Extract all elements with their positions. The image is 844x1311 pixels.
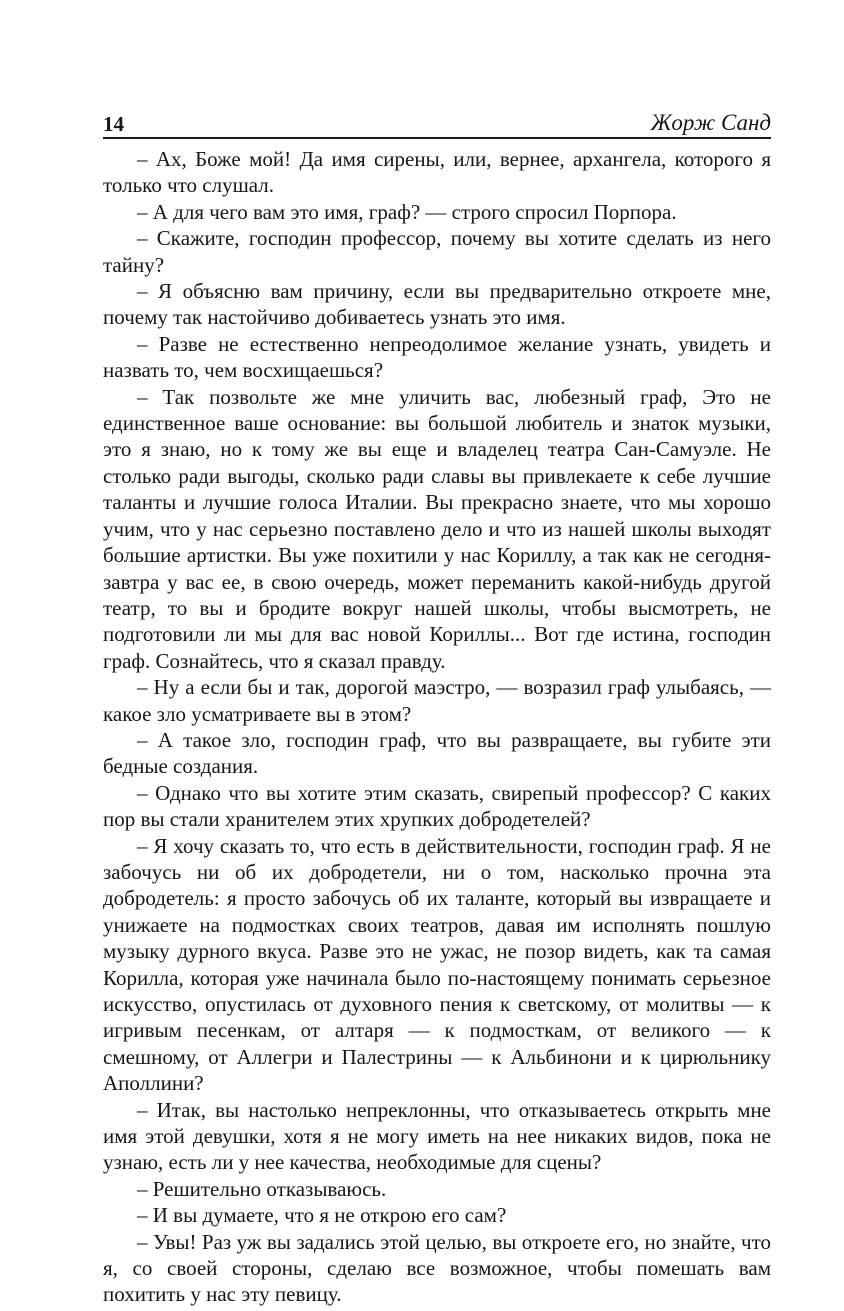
paragraph: – А для чего вам это имя, граф? — строго спросил Порпора. (137, 199, 677, 224)
paragraph: – Я хочу сказать то, что есть в действительности, господин граф. Я не забочусь ни об их добродетели, ни о том, насколько прочна эта добродетель: я просто забочусь об их таланте, который вы извращаете и унижаете на подмостках своих театров, давая им исполнять пошлую музыку дурного вкуса. Разве это не ужас, не позор видеть, как та самая Корилла, которая уже начинала было по-настоящему понимать серьезное искусство, опустилась от духовного пения к светскому, от молитвы — к игривым песенкам, от алтаря — к подмосткам, от великого — к смешному, от Аллегри и Палестрины — к Альбинони и к цирюльнику Аполлини? (103, 833, 771, 1096)
page-number: 14 (103, 112, 124, 136)
paragraph: – Так позвольте же мне уличить вас, любезный граф, Это не единственное ваше основание: вы большой любитель и знаток музыки, это я знаю, но к тому же вы еще и владелец театра Сан-Самуэле. Не столько ради выгоды, сколько ради славы вы привлекаете к себе лучшие таланты и лучшие голоса Италии. Вы прекрасно знаете, что мы хорошо учим, что у нас серьезно поставлено дело и что из нашей школы выходят большие артистки. Вы уже похитили у нас Кориллу, а так как не сегодня-завтра у вас ее, в свою очередь, может переманить какой-нибудь другой театр, то вы и бродите вокруг нашей школы, чтобы высмотреть, не подготовили ли мы для вас новой Кориллы... Вот где истина, господин граф. Сознайтесь, что я сказал правду. (103, 384, 771, 673)
running-head-author: Жорж Санд (650, 110, 771, 135)
header-rule (103, 137, 771, 139)
paragraph: – Решительно отказываюсь. (137, 1176, 387, 1201)
page-header (103, 106, 771, 138)
page-body (103, 146, 771, 1308)
paragraph: – Скажите, господин профессор, почему вы хотите сделать из него тайну? (103, 226, 771, 277)
paragraph: – Ах, Боже мой! Да имя сирены, или, вернее, архангела, которого я только что слушал. (103, 147, 771, 198)
paragraph: – Я объясню вам причину, если вы предварительно откроете мне, почему так настойчиво добиваетесь узнать это имя. (103, 279, 771, 330)
paragraph: – Увы! Раз уж вы задались этой целью, вы откроете его, но знайте, что я, со своей стороны, сделаю все возможное, чтобы помешать вам похитить у нас эту певицу. (103, 1229, 771, 1307)
paragraph: – И вы думаете, что я не открою его сам? (137, 1203, 507, 1228)
paragraph: – Ну а если бы и так, дорогой маэстро, — возразил граф улыбаясь, — какое зло усматриваете вы в этом? (103, 675, 771, 726)
paragraph: – Однако что вы хотите этим сказать, свирепый профессор? С каких пор вы стали хранителем этих хрупких добродетелей? (103, 780, 771, 832)
paragraph: – А такое зло, господин граф, что вы развращаете, вы губите эти бедные создания. (103, 727, 771, 779)
paragraph: – Разве не естественно непреодолимое желание узнать, увидеть и назвать то, чем восхищаешься? (103, 331, 771, 383)
paragraph: – Итак, вы настолько непреклонны, что отказываетесь открыть мне имя этой девушки, хотя я не могу иметь на нее никаких видов, пока не узнаю, есть ли у нее качества, необходимые для сцены? (103, 1097, 771, 1175)
